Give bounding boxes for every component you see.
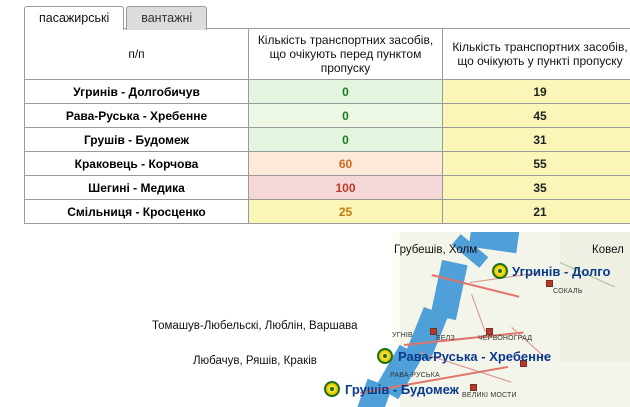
checkpoint-table-wrapper <box>24 28 628 224</box>
tab-cargo-label: вантажні <box>141 11 193 25</box>
cell-checkpoint-name: Шегині - Медика <box>25 176 249 200</box>
checkpoint-label-hrushiv[interactable]: Грушів - Будомеж <box>345 382 459 397</box>
city-dot <box>546 280 553 287</box>
town-label: ВЕЛИКІ МОСТИ <box>462 392 517 399</box>
tab-bar <box>24 6 207 30</box>
header-waiting-inside: Кількість транспортних засобів, що очікують у пункті пропуску <box>443 29 630 80</box>
city-dot <box>486 328 493 335</box>
table-row[interactable] <box>25 128 630 152</box>
checkpoint-table <box>24 28 630 224</box>
tab-passenger[interactable] <box>24 6 124 30</box>
checkpoint-label-uhryniv[interactable]: Угринів - Долго <box>512 264 611 279</box>
cell-waiting-before: 0 <box>249 80 443 104</box>
table-row[interactable] <box>25 104 630 128</box>
header-checkpoint-name: п/п <box>25 29 249 80</box>
cell-checkpoint-name: Угринів - Долгобичув <box>25 80 249 104</box>
header-waiting-before: Кількість транспортних засобів, що очікують перед пунктом пропуску <box>249 29 443 80</box>
cell-checkpoint-name: Краковець - Корчова <box>25 152 249 176</box>
cell-waiting-inside: 45 <box>443 104 630 128</box>
cell-waiting-inside: 31 <box>443 128 630 152</box>
tab-passenger-label: пасажирські <box>39 11 110 25</box>
table-row[interactable] <box>25 200 630 224</box>
table-row[interactable] <box>25 176 630 200</box>
direction-label: Грубешів, Холм <box>394 244 478 256</box>
cell-waiting-before: 0 <box>249 128 443 152</box>
town-label: СОКАЛЬ <box>553 288 583 295</box>
town-label: ЧЕРВОНОГРАД <box>478 335 533 342</box>
cell-checkpoint-name: Грушів - Будомеж <box>25 128 249 152</box>
cell-waiting-inside: 21 <box>443 200 630 224</box>
city-dot <box>470 384 477 391</box>
direction-label: Любачув, Ряшів, Краків <box>193 355 317 367</box>
cell-waiting-before: 0 <box>249 104 443 128</box>
direction-label: Ковел <box>592 244 624 256</box>
cell-waiting-inside: 19 <box>443 80 630 104</box>
cell-waiting-before: 100 <box>249 176 443 200</box>
cell-waiting-before: 60 <box>249 152 443 176</box>
direction-label: Томашув-Любельскі, Люблін, Варшава <box>152 320 358 332</box>
town-label: РАВА-РУСЬКА <box>390 372 440 379</box>
town-label: БЕЛЗ <box>436 335 455 342</box>
table-header-row <box>25 29 630 80</box>
checkpoint-label-rava-ruska[interactable]: Рава-Руська - Хребенне <box>398 349 552 364</box>
cell-waiting-inside: 35 <box>443 176 630 200</box>
checkpoint-marker-uhryniv[interactable] <box>492 263 508 279</box>
tab-cargo[interactable] <box>126 6 207 30</box>
cell-checkpoint-name: Рава-Руська - Хребенне <box>25 104 249 128</box>
table-row[interactable] <box>25 80 630 104</box>
town-label: УГНІВ <box>392 332 413 339</box>
cell-checkpoint-name: Смільниця - Кросценко <box>25 200 249 224</box>
checkpoint-marker-rava-ruska[interactable] <box>377 348 393 364</box>
checkpoint-marker-hrushiv[interactable] <box>324 381 340 397</box>
border-map[interactable] <box>0 232 630 407</box>
table-row[interactable] <box>25 152 630 176</box>
table-body <box>25 80 630 224</box>
city-dot <box>430 328 437 335</box>
cell-waiting-before: 25 <box>249 200 443 224</box>
table-header <box>25 29 630 80</box>
cell-waiting-inside: 55 <box>443 152 630 176</box>
